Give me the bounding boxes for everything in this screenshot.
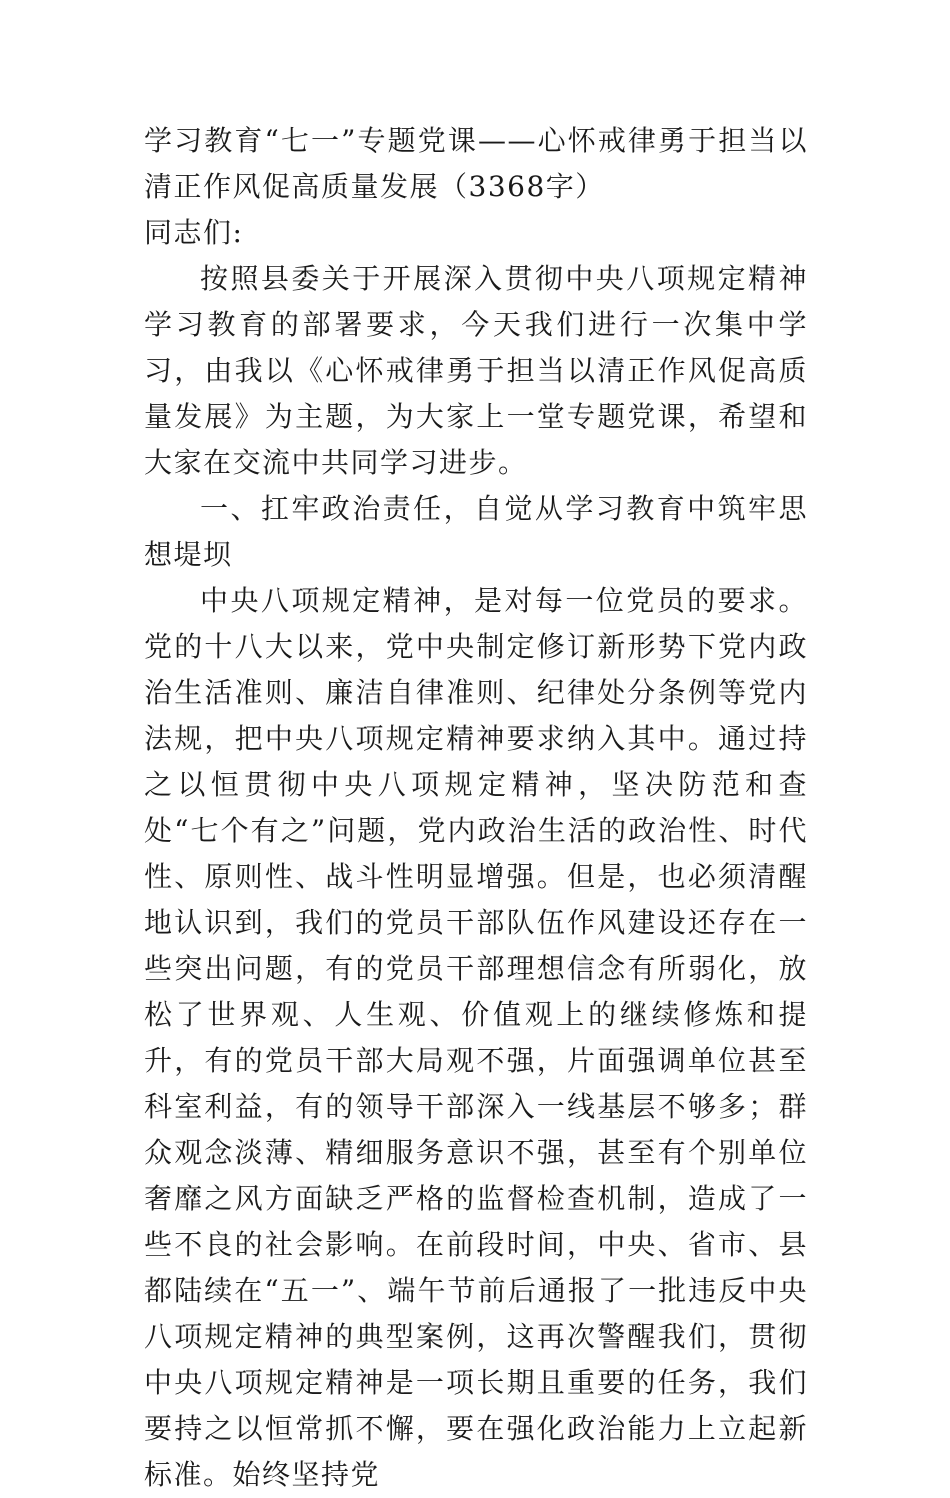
- salutation: 同志们:: [144, 216, 244, 249]
- document-body: [144, 118, 808, 1498]
- document-title: 学习教育“七一”专题党课——心怀戒律勇于担当以清正作风促高质量发展（3368字）: [144, 124, 808, 203]
- section-heading: 一、扛牢政治责任，自觉从学习教育中筑牢思想堤坝: [144, 492, 808, 571]
- intro-paragraph: 按照县委关于开展深入贯彻中央八项规定精神学习教育的部署要求，今天我们进行一次集中学习，由我以《心怀戒律勇于担当以清正作风促高质量发展》为主题，为大家上一堂专题党课，希望和大家在交流中共同学习进步。: [144, 262, 808, 479]
- section-body-paragraph: 中央八项规定精神，是对每一位党员的要求。党的十八大以来，党中央制定修订新形势下党内政治生活准则、廉洁自律准则、纪律处分条例等党内法规，把中央八项规定精神要求纳入其中。通过持之以恒贯彻中央八项规定精神，坚决防范和查处“七个有之”问题，党内政治生活的政治性、时代性、原则性、战斗性明显增强。但是，也必须清醒地认识到，我们的党员干部队伍作风建设还存在一些突出问题，有的党员干部理想信念有所弱化，放松了世界观、人生观、价值观上的继续修炼和提升，有的党员干部大局观不强，片面强调单位甚至科室利益，有的领导干部深入一线基层不够多；群众观念淡薄、精细服务意识不强，甚至有个别单位奢靡之风方面缺乏严格的监督检查机制，造成了一些不良的社会影响。在前段时间，中央、省市、县都陆续在“五一”、端午节前后通报了一批违反中央八项规定精神的典型案例，这再次警醒我们，贯彻中央八项规定精神是一项长期且重要的任务，我们要持之以恒常抓不懈，要在强化政治能力上立起新标准。始终坚持党: [144, 584, 808, 1491]
